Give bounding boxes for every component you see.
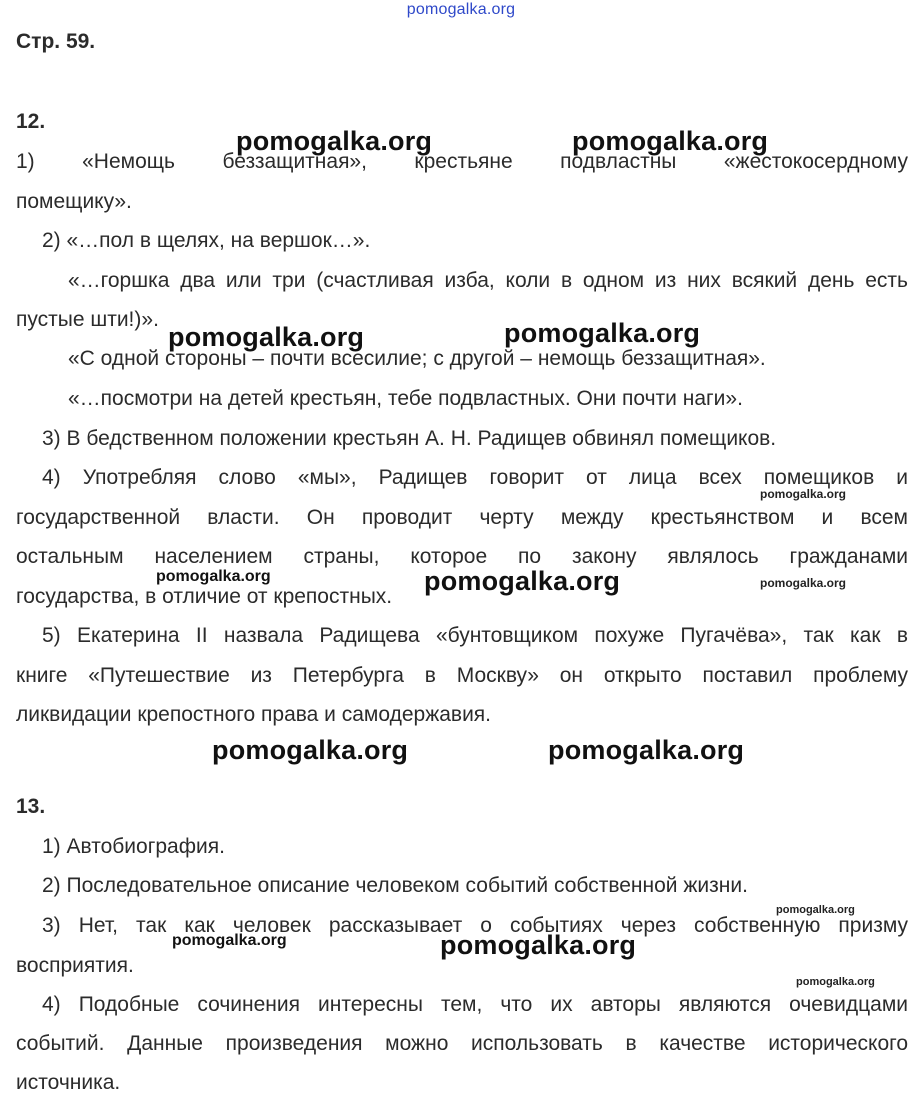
task-12-line-5: пустые шти!)». (16, 308, 159, 331)
task-12-number: 12. (16, 110, 46, 133)
watermark-large: pomogalka.org (168, 322, 365, 352)
task-13-line-4: восприятия. (16, 954, 134, 977)
watermark-small: pomogalka.org (760, 576, 847, 590)
watermark-medium: pomogalka.org (172, 932, 287, 949)
task-13-line-6: событий. Данные произведения можно использовать в качестве исторического (16, 1032, 908, 1055)
watermark-small: pomogalka.org (760, 487, 847, 501)
task-12-line-7: «…посмотри на детей крестьян, тебе подвластных. Они почти наги». (68, 387, 743, 410)
watermark-large: pomogalka.org (424, 566, 621, 596)
watermark-large: pomogalka.org (212, 735, 409, 765)
task-12-line-3: 2) «…пол в щелях, на вершок…». (42, 229, 371, 252)
task-12-line-12: государства, в отличие от крепостных. (16, 585, 393, 608)
watermark-small: pomogalka.org (796, 976, 875, 988)
watermark-large: pomogalka.org (236, 126, 433, 156)
task-12-line-9: 4) Употребляя слово «мы», Радищев говорит от лица всех помещиков и (42, 466, 908, 489)
watermark-small: pomogalka.org (776, 904, 855, 916)
task-13-line-5: 4) Подобные сочинения интересны тем, что их авторы являются очевидцами (42, 993, 908, 1016)
task-12-line-6: «С одной стороны – почти всесилие; с другой – немощь беззащитная». (68, 347, 766, 370)
task-13-line-1: 1) Автобиография. (42, 835, 225, 858)
task-12-line-10: государственной власти. Он проводит черту между крестьянством и всем (16, 506, 908, 529)
task-12-line-1: 1) «Немощь беззащитная», крестьяне подвластны «жестокосердному (16, 150, 908, 173)
task-12-line-11: остальным населением страны, которое по закону являлось гражданами (16, 545, 908, 568)
task-13-number: 13. (16, 795, 46, 818)
task-13-line-2: 2) Последовательное описание человеком событий собственной жизни. (42, 874, 748, 897)
task-12-line-14: книге «Путешествие из Петербурга в Москву» он открыто поставил проблему (16, 664, 908, 687)
task-13-line-7: источника. (16, 1071, 121, 1094)
task-12-line-8: 3) В бедственном положении крестьян А. Н. Радищев обвинял помещиков. (42, 427, 777, 450)
watermark-large: pomogalka.org (572, 126, 769, 156)
header-watermark: pomogalka.org (406, 1, 516, 18)
page-reference: Стр. 59. (16, 30, 96, 53)
task-12-line-15: ликвидации крепостного права и самодержавия. (16, 703, 492, 726)
watermark-large: pomogalka.org (440, 930, 637, 960)
watermark-large: pomogalka.org (548, 735, 745, 765)
task-12-line-2: помещику». (16, 190, 132, 213)
task-12-line-13: 5) Екатерина II назвала Радищева «бунтовщиком похуже Пугачёва», так как в (42, 624, 908, 647)
watermark-medium: pomogalka.org (156, 568, 271, 585)
task-12-line-4: «…горшка два или три (счастливая изба, коли в одном из них всякий день есть (68, 269, 908, 292)
watermark-large: pomogalka.org (504, 318, 701, 348)
task-13-line-3: 3) Нет, так как человек рассказывает о событиях через собственную призму (42, 914, 908, 937)
